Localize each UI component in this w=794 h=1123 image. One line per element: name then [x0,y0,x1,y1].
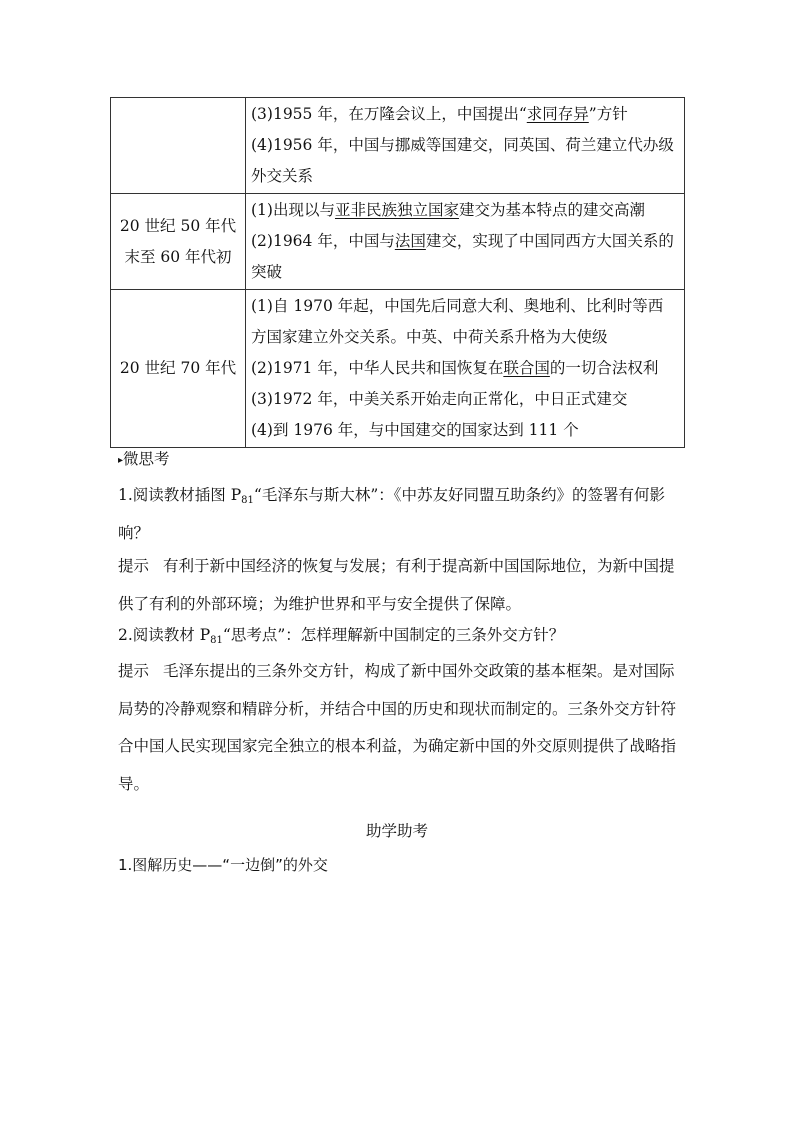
period-cell: 20 世纪 50 年代末至 60 年代初 [111,194,246,290]
table-row [111,290,685,448]
event-item: (4)1956 年，中国与挪威等国建交，同英国、荷兰建立代办级外交关系 [251,136,674,185]
underlined-term: 亚非民族独立国家 [334,201,459,219]
period-cell: 20 世纪 70 年代 [111,290,246,448]
question-2: 2.阅读教材 $P_{81}“$思考点”：怎样理解新中国制定的三条外交方针？ [118,626,565,646]
figure-heading: 1.图解历史——“一边倒”的外交 [118,856,328,874]
hint-label: 提示 [118,557,150,575]
underlined-term: 联合国 [503,359,550,377]
event-item: (1)出现以与亚非民族独立国家建交为基本特点的建交高潮 [251,201,645,219]
event-item: (4)到 1976 年，与中国建交的国家达到 111 个 [251,421,579,439]
section-title: 助学助考 [365,822,428,840]
events-cell [246,290,685,448]
diplomacy-history-table [110,97,685,448]
hint-label: 提示 [118,662,150,680]
period-cell [111,98,246,194]
page-subscript: 81 [241,495,254,506]
events-cell [246,98,685,194]
event-item: (2)1964 年，中国与法国建交，实现了中国同西方大国关系的突破 [251,232,674,281]
triangle-bullet-icon: ▸ [118,455,124,466]
table-row [111,194,685,290]
question-1: 1.阅读教材插图 $P_{81}“$毛泽东与斯大林”：《中苏友好同盟互助条约》的签署有何影响？ [118,486,665,542]
events-cell [246,194,685,290]
page-subscript: 81 [210,635,223,646]
event-item: (3)1955 年，在万隆会议上，中国提出“求同存异”方针 [251,105,628,123]
micro-thinking-heading: ▸微思考 [118,450,170,468]
table-row [111,98,685,194]
event-item: (2)1971 年，中华人民共和国恢复在联合国的一切合法权利 [251,359,659,377]
answer-2: 提示 毛泽东提出的三条外交方针，构成了新中国外交政策的基本框架。是对国际局势的冷静观察和精辟分析，并结合中国的历史和现状而制定的。三条外交方针符合中国人民实现国家完全独立的根本利益，为确定新中国的外交原则提供了战略指导。 [118,662,677,793]
underlined-term: 求同存异 [526,105,589,123]
answer-1: 提示 有利于新中国经济的恢复与发展；有利于提高新中国国际地位，为新中国提供了有利的外部环境；为维护世界和平与安全提供了保障。 [118,557,675,613]
underlined-term: 法国 [394,232,426,250]
event-item: (1)自 1970 年起，中国先后同意大利、奥地利、比利时等西方国家建立外交关系。中英、中荷关系升格为大使级 [251,297,664,346]
event-item: (3)1972 年，中美关系开始走向正常化，中日正式建交 [251,390,628,408]
